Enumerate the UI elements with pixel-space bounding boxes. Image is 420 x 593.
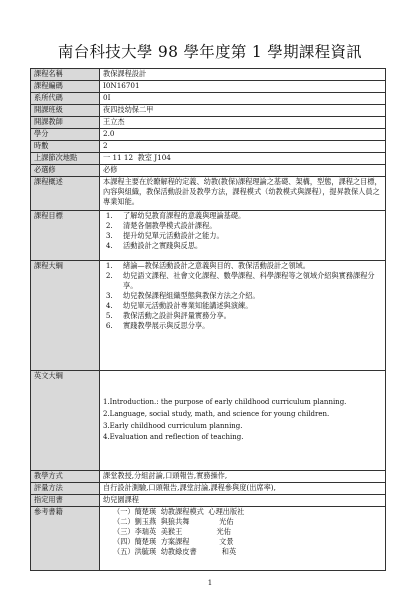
table-row (31, 69, 386, 81)
course-code-value: I0N16701 (100, 81, 386, 93)
page-title: 南台科技大學 98 學年度第 1 學期課程資訊 (57, 43, 363, 61)
row-label: 學分 (31, 129, 100, 141)
goals-cell (100, 211, 386, 261)
row-label: 指定用書 (31, 495, 100, 507)
row-label: 課程目標 (31, 211, 100, 261)
list-item: 2. 清楚各個教學模式設計課程。 (115, 221, 382, 231)
list-item: 4.Evaluation and reflection of teaching. (103, 433, 244, 442)
list-item: 6. 實踐教學展示與反思分享。 (115, 321, 382, 331)
list-item: （二）劉玉燕 與狼共舞 光佑 (113, 516, 234, 526)
list-item: 4. 幼兒單元活動設計專業知能講述與演練。 (115, 301, 382, 311)
row-label: 開課班級 (31, 105, 100, 117)
table-row (31, 371, 386, 471)
row-label: 教學方式 (31, 471, 100, 483)
table-row (31, 105, 386, 117)
row-label: 上課節次地點 (31, 153, 100, 165)
list-item: 3.Early childhood curriculum planning. (103, 421, 243, 430)
row-label: 必選修 (31, 165, 100, 177)
row-label: 系所代碼 (31, 93, 100, 105)
row-label: 英文大綱 (31, 371, 100, 471)
goals-list (103, 211, 382, 251)
table-row (31, 93, 386, 105)
table-row (31, 117, 386, 129)
row-label: 時數 (31, 141, 100, 153)
row-label: 課程編碼 (31, 81, 100, 93)
english-list (103, 397, 382, 445)
list-item: 1.Introduction.: the purpose of early childhood curriculum planning. (103, 397, 347, 406)
course-name-value: 教保課程設計 (100, 69, 386, 81)
list-item: 1. 緒論—教保活動設計之意義與目的、教保活動設計之領域。 (115, 261, 382, 271)
row-label: 評量方法 (31, 483, 100, 495)
table-row (31, 211, 386, 261)
table-row (31, 153, 386, 165)
row-label: 課程名稱 (31, 69, 100, 81)
english-cell (100, 371, 386, 471)
table-row (31, 507, 386, 571)
references-cell (100, 507, 386, 571)
table-row (31, 177, 386, 211)
table-row (31, 141, 386, 153)
outline-cell (100, 261, 386, 371)
table-row (31, 495, 386, 507)
table-row (31, 165, 386, 177)
table-row (31, 261, 386, 371)
dept-code-value: 0I (100, 93, 386, 105)
schedule-value: 一 11 12 教室 J104 (100, 153, 386, 165)
methods-value: 課堂教授,分組討論,口頭報告,實務操作, (100, 471, 386, 483)
assessment-value: 自行設計測驗,口頭報告,課堂討論,課程參與度(出席率), (100, 483, 386, 495)
references-list (103, 507, 382, 557)
required-value: 必修 (100, 165, 386, 177)
row-label: 課程大綱 (31, 261, 100, 371)
list-item: 5. 教保活動之設計與評量實務分享。 (115, 311, 382, 321)
list-item: 1. 了解幼兒教育課程的意義與理論基礎。 (115, 211, 382, 221)
table-row (31, 471, 386, 483)
row-label: 課程概述 (31, 177, 100, 211)
list-item: 2.Language, social study, math, and science for young children. (103, 409, 330, 418)
outline-list (103, 261, 382, 331)
list-item: 3. 提升幼兒單元活動設計之能力。 (115, 231, 382, 241)
list-item: 2. 幼兒語文課程、社會文化課程、數學課程、科學課程等之領域介紹與實務課程分享。 (115, 271, 382, 291)
textbook-value: 幼兒園課程 (100, 495, 386, 507)
list-item: （三）李瑞英 美猴王 光佑 (113, 526, 231, 536)
list-item: （五）洪毓瑛 幼教綠皮書 和英 (113, 546, 237, 556)
row-label: 參考書籍 (31, 507, 100, 571)
row-label: 開課教師 (31, 117, 100, 129)
table-row (31, 81, 386, 93)
teacher-value: 王立杰 (100, 117, 386, 129)
class-value: 夜四技幼保二甲 (100, 105, 386, 117)
table-row (31, 129, 386, 141)
page-number: 1 (207, 579, 213, 587)
overview-value: 本課程主要在於瞭解程的定義、幼教(教保)課程理論之基礎、架構，型態，課程之目標，內容與組織，教保活動設計及教學方法，課程模式（幼教模式與課程），提昇教保人員之專業知能。 (100, 177, 386, 211)
list-item: 3. 幼兒教保課程組織型態與教保方法之介紹。 (115, 291, 382, 301)
course-info-table (30, 68, 386, 571)
list-item: （一）簡楚瑛 幼教課程模式 心理出版社 (113, 507, 245, 516)
list-item: （四）簡楚瑛 方案課程 文景 (113, 536, 234, 546)
table-row (31, 483, 386, 495)
list-item: 4. 活動設計之實踐與反思。 (115, 241, 382, 251)
hours-value: 2 (100, 141, 386, 153)
credits-value: 2.0 (100, 129, 386, 141)
